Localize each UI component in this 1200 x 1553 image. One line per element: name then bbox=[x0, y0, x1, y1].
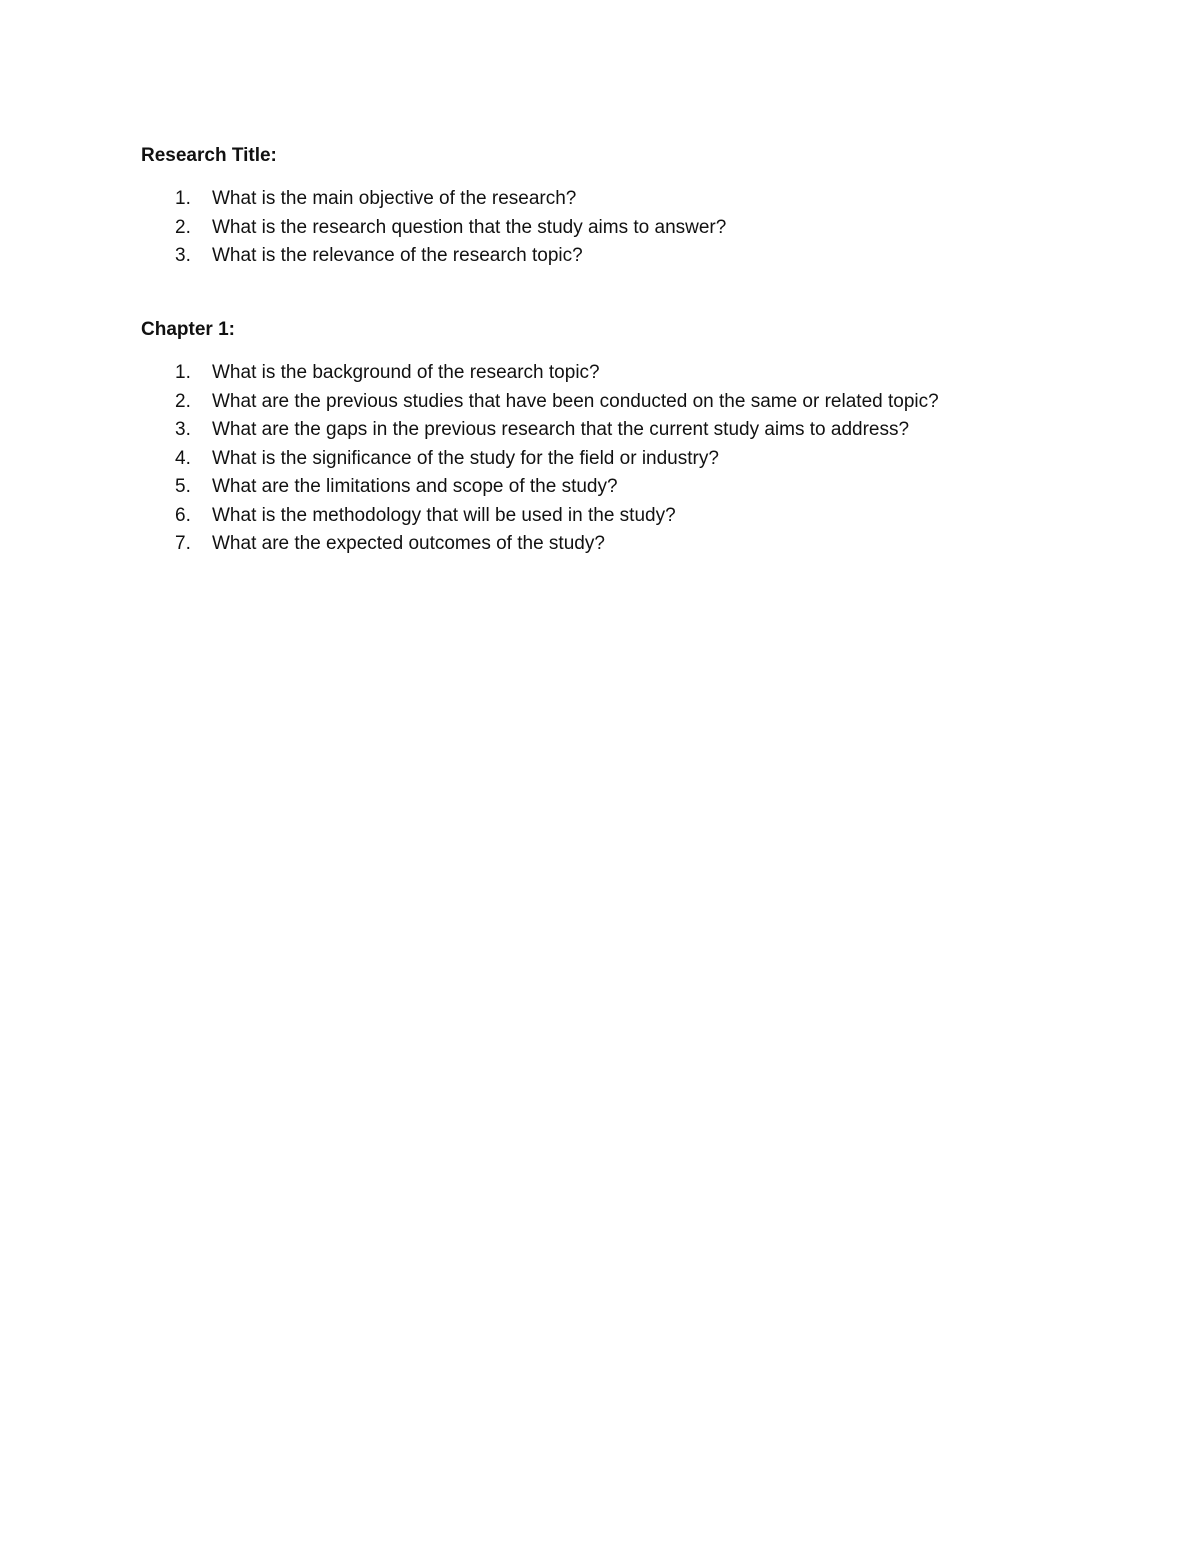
chapter-1-section bbox=[141, 317, 1041, 559]
item-number: 3. bbox=[175, 245, 191, 266]
list-item bbox=[141, 473, 1041, 502]
question-list bbox=[141, 185, 1041, 271]
item-text: What is the research question that the study aims to answer? bbox=[212, 216, 727, 238]
list-item bbox=[141, 214, 1041, 243]
item-text: What is the methodology that will be used in the study? bbox=[212, 504, 676, 526]
question-list bbox=[141, 359, 1041, 559]
section-heading: Research Title: bbox=[141, 145, 277, 166]
list-item bbox=[141, 388, 1041, 417]
section-heading: Chapter 1: bbox=[141, 319, 235, 340]
list-item bbox=[141, 416, 1041, 445]
list-item bbox=[141, 530, 1041, 559]
list-item bbox=[141, 502, 1041, 531]
list-item bbox=[141, 445, 1041, 474]
item-text: What are the limitations and scope of the study? bbox=[212, 476, 618, 497]
item-number: 4. bbox=[175, 447, 191, 469]
item-number: 2. bbox=[175, 216, 191, 238]
item-number: 1. bbox=[175, 188, 191, 209]
item-number: 3. bbox=[175, 419, 191, 440]
list-item bbox=[141, 359, 1041, 388]
item-text: What is the main objective of the research? bbox=[212, 188, 577, 209]
research-title-section bbox=[141, 143, 1041, 271]
item-text: What are the expected outcomes of the study? bbox=[212, 533, 605, 554]
item-number: 6. bbox=[175, 504, 191, 526]
item-text: What are the gaps in the previous research that the current study aims to address? bbox=[212, 419, 910, 440]
item-text: What is the relevance of the research topic? bbox=[212, 245, 583, 266]
item-text: What is the significance of the study for the field or industry? bbox=[212, 447, 719, 469]
item-number: 7. bbox=[175, 533, 191, 554]
item-text: What are the previous studies that have been conducted on the same or related topic? bbox=[212, 390, 939, 412]
item-number: 2. bbox=[175, 390, 191, 412]
item-text: What is the background of the research topic? bbox=[212, 362, 600, 383]
item-number: 1. bbox=[175, 362, 191, 383]
list-item bbox=[141, 242, 1041, 271]
item-number: 5. bbox=[175, 476, 191, 497]
list-item bbox=[141, 185, 1041, 214]
